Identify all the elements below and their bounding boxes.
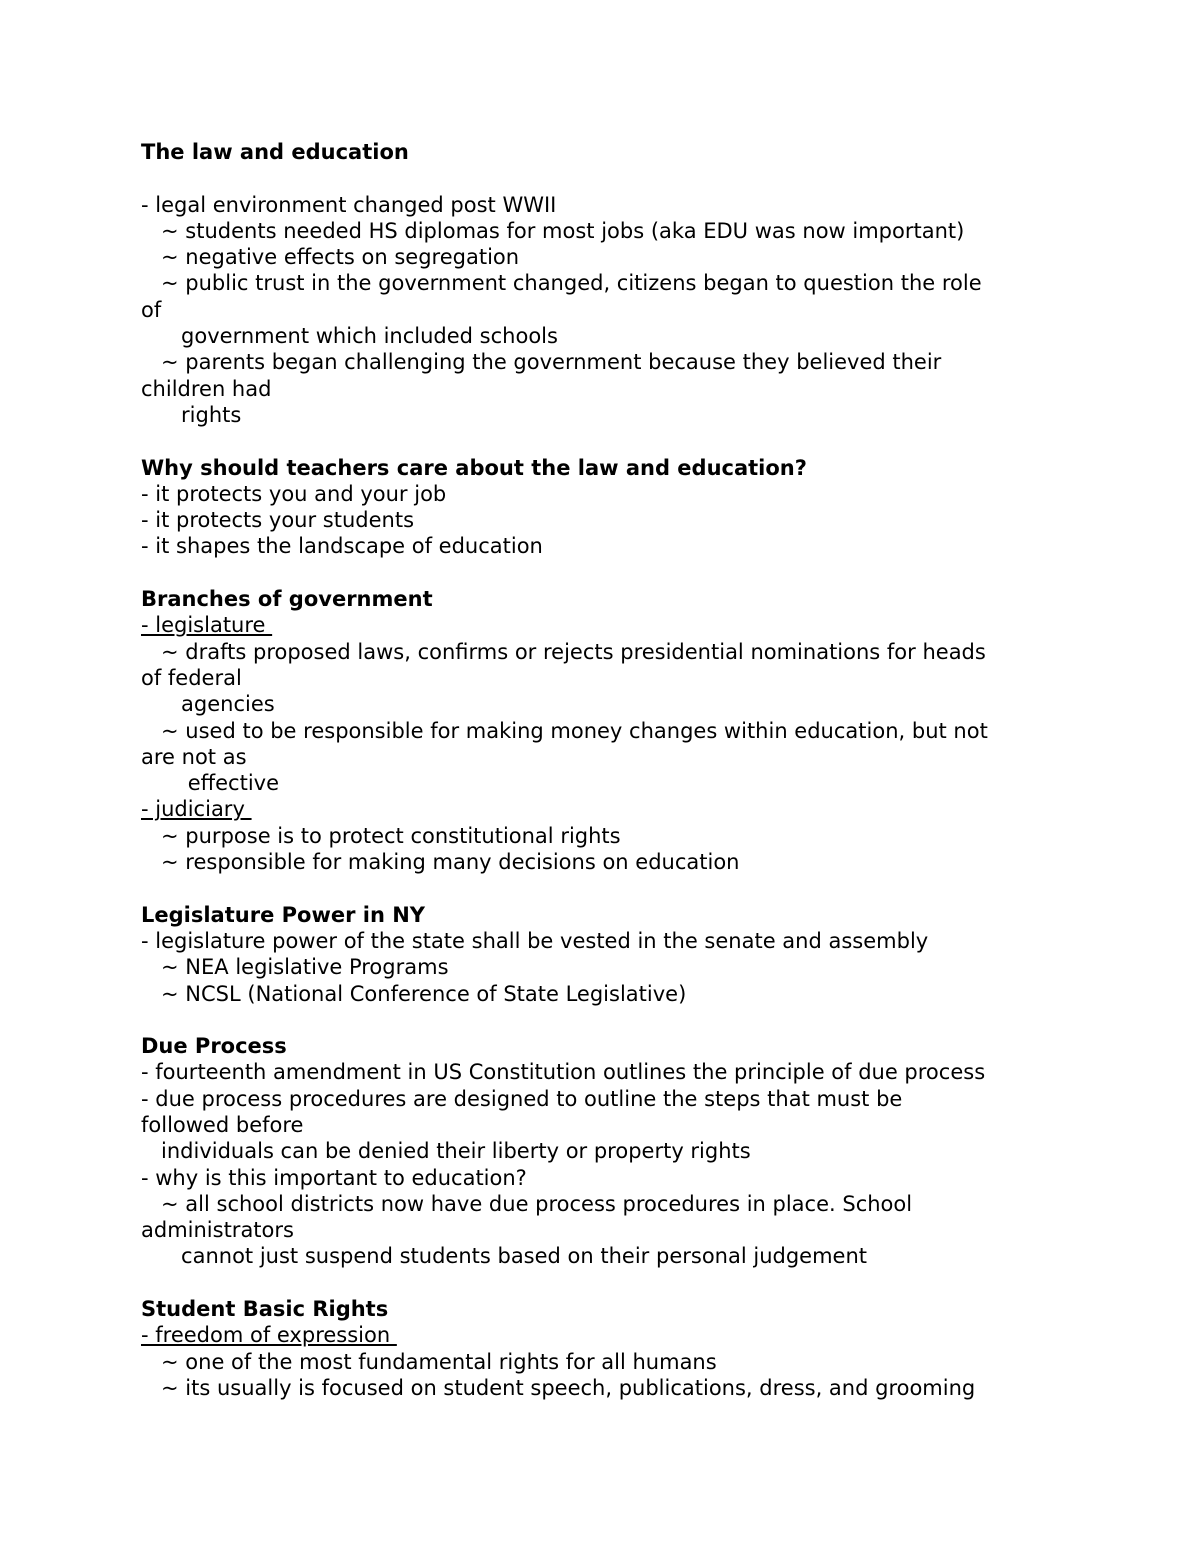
body-line: ~ public trust in the government changed, citizens began to question the role bbox=[141, 271, 982, 296]
body-line: ~ used to be responsible for making money changes within education, but not bbox=[141, 718, 988, 743]
body-line: - legislature power of the state shall be vested in the senate and assembly bbox=[141, 928, 929, 953]
body-line: ~ one of the most fundamental rights for all humans bbox=[141, 1349, 717, 1374]
body-line: ~ purpose is to protect constitutional rights bbox=[141, 823, 621, 848]
body-line: individuals can be denied their liberty or property rights bbox=[141, 1139, 751, 1164]
subheading-underlined: - freedom of expression bbox=[141, 1323, 397, 1348]
body-line: ~ negative effects on segregation bbox=[141, 245, 520, 270]
section-heading: Why should teachers care about the law and education? bbox=[141, 455, 807, 480]
body-line: rights bbox=[141, 402, 242, 427]
body-line: - legal environment changed post WWII bbox=[141, 192, 557, 217]
blank-line bbox=[141, 1007, 1061, 1033]
subheading-underlined: - judiciary bbox=[141, 797, 252, 822]
body-line: ~ students needed HS diplomas for most jobs (aka EDU was now important) bbox=[141, 218, 965, 243]
section-heading: The law and education bbox=[141, 140, 409, 164]
body-line: followed before bbox=[141, 1112, 304, 1137]
blank-line bbox=[141, 560, 1061, 586]
body-line: children had bbox=[141, 376, 272, 401]
body-line: are not as bbox=[141, 744, 247, 769]
body-line: cannot just suspend students based on their personal judgement bbox=[141, 1244, 867, 1269]
body-line: administrators bbox=[141, 1218, 294, 1243]
blank-line bbox=[141, 428, 1061, 454]
blank-line bbox=[141, 1270, 1061, 1296]
body-line: of bbox=[141, 297, 162, 322]
body-line: government which included schools bbox=[141, 324, 558, 349]
body-line: ~ responsible for making many decisions on education bbox=[141, 850, 740, 875]
body-line: - why is this important to education? bbox=[141, 1165, 527, 1190]
body-line: - it protects you and your job bbox=[141, 481, 447, 506]
body-line: ~ drafts proposed laws, confirms or rejects presidential nominations for heads bbox=[141, 639, 986, 664]
subheading-underlined: - legislature bbox=[141, 613, 273, 638]
section-heading: Legislature Power in NY bbox=[141, 902, 425, 927]
blank-line bbox=[141, 875, 1061, 901]
document-page bbox=[141, 139, 1061, 1401]
body-line: ~ NEA legislative Programs bbox=[141, 955, 449, 980]
body-line: - it shapes the landscape of education bbox=[141, 534, 543, 559]
body-line: - it protects your students bbox=[141, 508, 415, 533]
body-line: ~ its usually is focused on student speech, publications, dress, and grooming bbox=[141, 1375, 976, 1400]
body-line: - due process procedures are designed to outline the steps that must be bbox=[141, 1086, 903, 1111]
section-heading: Branches of government bbox=[141, 587, 433, 612]
body-line: ~ all school districts now have due process procedures in place. School bbox=[141, 1191, 913, 1216]
body-line: ~ parents began challenging the government because they believed their bbox=[141, 350, 942, 375]
body-line: agencies bbox=[141, 692, 275, 717]
body-line: of federal bbox=[141, 665, 242, 690]
section-heading: Student Basic Rights bbox=[141, 1297, 389, 1322]
section-heading: Due Process bbox=[141, 1034, 287, 1059]
blank-line bbox=[141, 165, 1061, 191]
body-line: ~ NCSL (National Conference of State Legislative) bbox=[141, 981, 687, 1006]
body-line: effective bbox=[141, 771, 279, 796]
body-line: - fourteenth amendment in US Constitution outlines the principle of due process bbox=[141, 1060, 986, 1085]
